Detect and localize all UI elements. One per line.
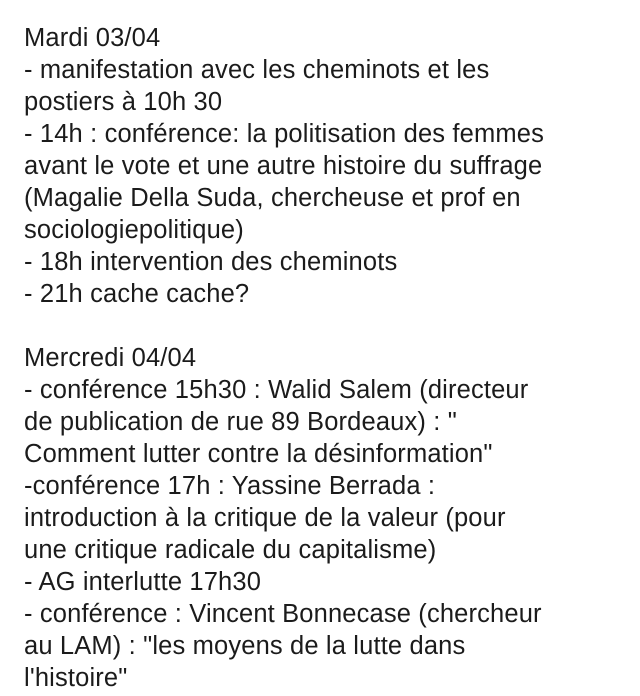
note-line: sociologiepolitique) [24,216,244,244]
note-line: introduction à la critique de la valeur (pour [24,504,506,532]
note-line: - 21h cache cache? [24,280,250,308]
note-line: - conférence 15h30 : Walid Salem (directeur [24,376,529,404]
note-line: (Magalie Della Suda, chercheuse et prof en [24,184,521,212]
day-heading: Mardi 03/04 [24,24,161,52]
section-spacer [24,310,634,342]
section-tuesday [24,22,634,310]
note-line: Comment lutter contre la désinformation" [24,440,493,468]
note-line: - AG interlutte 17h30 [24,568,262,596]
note-line: avant le vote et une autre histoire du suffrage [24,152,543,180]
day-heading: Mercredi 04/04 [24,344,197,372]
note-line: de publication de rue 89 Bordeaux) : " [24,408,457,436]
note-line: une critique radicale du capitalisme) [24,536,437,564]
note-line: au LAM) : "les moyens de la lutte dans [24,632,466,660]
note-line: - 14h : conférence: la politisation des femmes [24,120,545,148]
note-line: l'histoire" [24,664,128,692]
note-line: -conférence 17h : Yassine Berrada : [24,472,436,500]
note-line: postiers à 10h 30 [24,88,223,116]
note-line: - 18h intervention des cheminots [24,248,398,276]
section-wednesday [24,342,634,694]
note-line: - manifestation avec les cheminots et les [24,56,490,84]
note-line: - conférence : Vincent Bonnecase (chercheur [24,600,542,628]
note-body [24,22,634,694]
